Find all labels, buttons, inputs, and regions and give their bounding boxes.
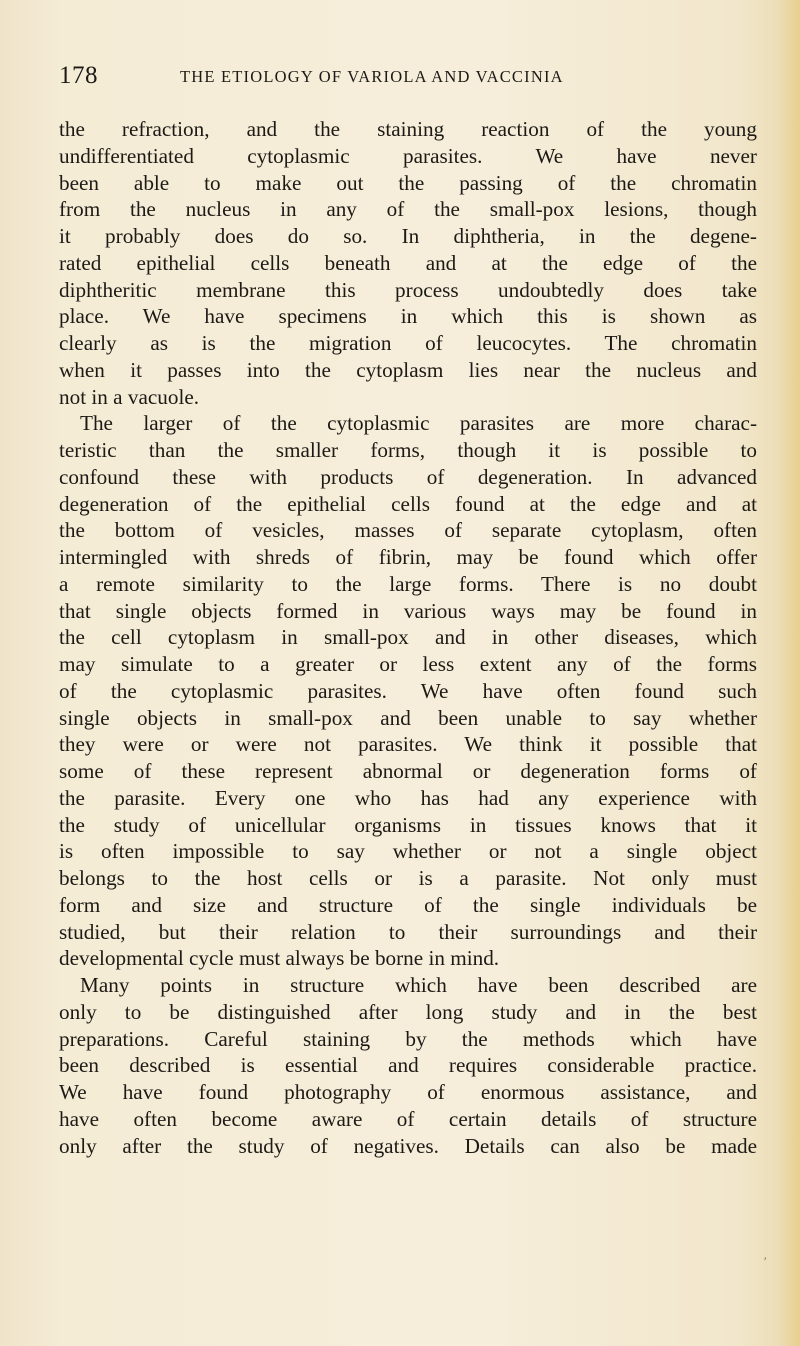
text-line: rated epithelial cells beneath and at the edge of the bbox=[59, 250, 757, 275]
text-line: when it passes into the cytoplasm lies near the nucleus and bbox=[59, 357, 757, 382]
print-speck: ′ bbox=[764, 1254, 767, 1268]
text-line: of the cytoplasmic parasites. We have often found such bbox=[59, 678, 757, 703]
text-line: may simulate to a greater or less extent any of the forms bbox=[59, 652, 757, 676]
text-line: they were or were not parasites. We think it possible that bbox=[59, 732, 757, 757]
text-line: teristic than the smaller forms, though it is possible to bbox=[59, 438, 757, 462]
text-line: preparations. Careful staining by the methods which have bbox=[59, 1026, 757, 1051]
paragraph-end-line: developmental cycle must always be borne in mind. bbox=[59, 946, 500, 971]
text-line: the parasite. Every one who has had any experience with bbox=[59, 785, 757, 810]
text-line: degeneration of the epithelial cells found at the edge and at bbox=[59, 491, 757, 516]
page-edge-shading bbox=[778, 0, 800, 1346]
page-header bbox=[59, 62, 759, 92]
text-line: studied, but their relation to their surroundings and their bbox=[59, 919, 757, 944]
running-title: THE ETIOLOGY OF VARIOLA AND VACCINIA bbox=[180, 67, 564, 86]
text-line: clearly as is the migration of leucocytes. The chromatin bbox=[59, 331, 757, 355]
text-line: been able to make out the passing of the chromatin bbox=[59, 170, 757, 195]
text-line: only to be distinguished after long study and in the best bbox=[59, 999, 757, 1024]
text-line: confound these with products of degeneration. In advanced bbox=[59, 464, 757, 489]
text-line: undifferentiated cytoplasmic parasites. We have never bbox=[59, 143, 757, 168]
text-line: form and size and structure of the single individuals be bbox=[59, 892, 757, 917]
paragraph-start-line: Many points in structure which have been described are bbox=[80, 973, 757, 997]
text-line: is often impossible to say whether or not a single object bbox=[59, 839, 757, 864]
text-line: the study of unicellular organisms in tissues knows that it bbox=[59, 812, 757, 837]
text-line: only after the study of negatives. Details can also be made bbox=[59, 1133, 757, 1158]
body-text bbox=[59, 116, 757, 1159]
text-line: from the nucleus in any of the small-pox lesions, though bbox=[59, 197, 757, 222]
text-line: the refraction, and the staining reaction of the young bbox=[59, 117, 757, 141]
text-line: We have found photography of enormous assistance, and bbox=[59, 1080, 757, 1104]
text-line: the cell cytoplasm in small-pox and in other diseases, which bbox=[59, 625, 757, 650]
text-line: belongs to the host cells or is a parasite. Not only must bbox=[59, 866, 757, 890]
text-line: that single objects formed in various ways may be found in bbox=[59, 598, 757, 623]
text-line: some of these represent abnormal or degeneration forms of bbox=[59, 759, 757, 783]
text-line: single objects in small-pox and been unable to say whether bbox=[59, 705, 757, 730]
paragraph-end-line: not in a vacuole. bbox=[59, 384, 200, 409]
text-line: it probably does do so. In diphtheria, in the degene- bbox=[59, 224, 757, 248]
text-line: place. We have specimens in which this is shown as bbox=[59, 304, 757, 329]
text-line: intermingled with shreds of fibrin, may be found which offer bbox=[59, 545, 757, 569]
page-number: 178 bbox=[59, 62, 98, 89]
text-line: a remote similarity to the large forms. There is no doubt bbox=[59, 571, 757, 596]
text-line: been described is essential and requires considerable practice. bbox=[59, 1053, 757, 1078]
text-line: the bottom of vesicles, masses of separate cytoplasm, often bbox=[59, 518, 757, 543]
text-line: have often become aware of certain details of structure bbox=[59, 1106, 757, 1131]
paragraph-start-line: The larger of the cytoplasmic parasites are more charac- bbox=[80, 411, 757, 436]
text-line: diphtheritic membrane this process undoubtedly does take bbox=[59, 277, 757, 302]
